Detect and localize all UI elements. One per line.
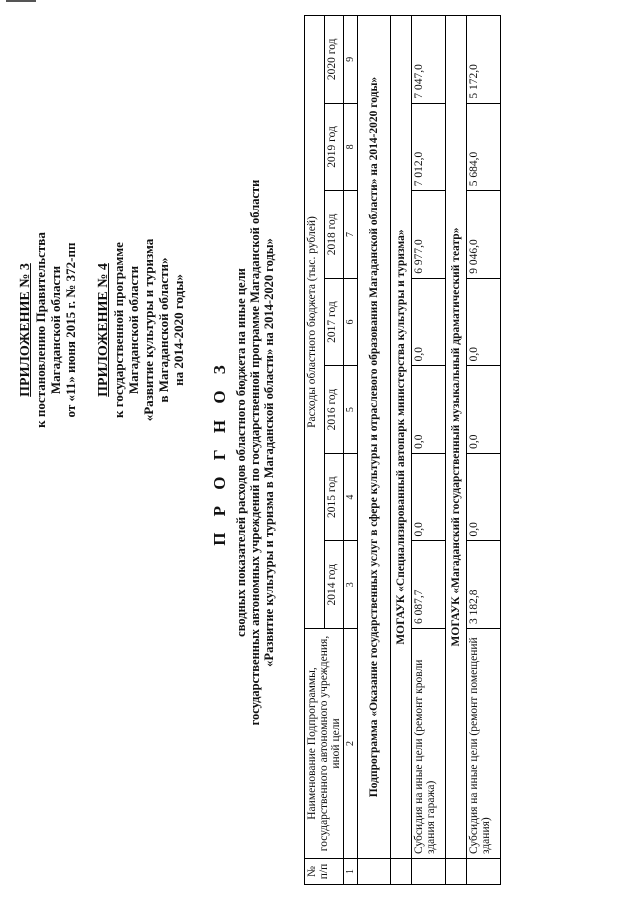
value-cell: 0,0: [467, 366, 501, 454]
forecast-table: [304, 15, 501, 885]
header-row: [305, 16, 325, 885]
year-header: 2015 год: [324, 453, 344, 541]
value-cell: 9 046,0: [467, 191, 501, 279]
column-number: 4: [344, 453, 358, 541]
appendix-4-line: к государственной программе: [111, 242, 126, 418]
value-cell: 6 087,7: [412, 541, 446, 629]
section-title: МОГАУК «Магаданский государственный музыкальный драматический театр»: [446, 16, 467, 859]
value-cell: 7 012,0: [412, 103, 446, 191]
year-header: 2018 год: [324, 191, 344, 279]
subtitle-line: государственных автономных учреждений по государственной программе Магаданской области: [248, 179, 262, 726]
row-number: [358, 859, 391, 885]
column-number: 8: [344, 103, 358, 191]
value-cell: 5 684,0: [467, 103, 501, 191]
column-number-row: [344, 16, 358, 885]
table-row: [467, 16, 501, 885]
column-number: 1: [344, 859, 358, 885]
appendix-4-block: [96, 150, 186, 510]
appendix-3-block: [18, 150, 78, 510]
row-number: [467, 859, 501, 885]
col-header-expenses: Расходы областного бюджета (тыс. рублей): [305, 16, 325, 629]
subtitle-line: сводных показателей расходов областного бюджета на иные цели: [234, 268, 248, 637]
appendix-4-line: в Магаданской области»: [156, 257, 171, 403]
subprogram-row: [358, 16, 391, 885]
value-cell: 6 977,0: [412, 191, 446, 279]
year-header: 2020 год: [324, 16, 344, 104]
appendix-3-line: Магаданской области: [48, 265, 63, 395]
year-header: 2017 год: [324, 278, 344, 366]
column-number: 3: [344, 541, 358, 629]
document-title: П Р О Г Н О З: [210, 359, 229, 546]
subprogram-title: Подпрограмма «Оказание государственных услуг в сфере культуры и отраслевого образования Магаданской области» на 2014-2020 годы»: [358, 16, 391, 859]
row-number: [391, 859, 412, 885]
year-header: 2014 год: [324, 541, 344, 629]
appendix-4-line: «Развитие культуры и туризма: [141, 238, 156, 422]
col-header-name: Наименование Подпрограммы, государственного автономного учреждения, иной цели: [305, 629, 344, 859]
value-cell: 7 047,0: [412, 16, 446, 104]
column-number: 2: [344, 629, 358, 859]
value-cell: 0,0: [467, 278, 501, 366]
table-row: [412, 16, 446, 885]
column-number: 9: [344, 16, 358, 104]
column-number: 5: [344, 366, 358, 454]
document-subtitle: [234, 60, 276, 845]
appendix-4-line: на 2014-2020 годы»: [171, 274, 186, 386]
value-cell: 0,0: [467, 453, 501, 541]
subtitle-line: «Развитие культуры и туризма в Магаданской области» на 2014-2020 годы»: [262, 238, 276, 667]
section-title: МОГАУК «Специализированный автопарк министерства культуры и туризма»: [391, 16, 412, 859]
row-name: Субсидия на иные цели (ремонт кровли здания гаража): [412, 629, 446, 859]
row-number: [446, 859, 467, 885]
column-number: 7: [344, 191, 358, 279]
value-cell: 0,0: [412, 366, 446, 454]
appendix-3-line: от «11» июня 2015 г. № 372-пп: [63, 242, 78, 418]
value-cell: 5 172,0: [467, 16, 501, 104]
year-header: 2016 год: [324, 366, 344, 454]
column-number: 6: [344, 278, 358, 366]
value-cell: 0,0: [412, 278, 446, 366]
col-header-no: № п/п: [305, 859, 344, 885]
appendix-3-line: к постановлению Правительства: [33, 232, 48, 428]
appendix-4-heading: ПРИЛОЖЕНИЕ № 4: [96, 263, 111, 397]
appendix-3-heading: ПРИЛОЖЕНИЕ № 3: [18, 263, 33, 397]
row-number: [412, 859, 446, 885]
section-row: [391, 16, 412, 885]
year-header: 2019 год: [324, 103, 344, 191]
row-name: Субсидия на иные цели (ремонт помещений здания): [467, 629, 501, 859]
value-cell: 0,0: [412, 453, 446, 541]
section-row: [446, 16, 467, 885]
appendix-4-line: Магаданской области: [126, 265, 141, 395]
value-cell: 3 182,8: [467, 541, 501, 629]
